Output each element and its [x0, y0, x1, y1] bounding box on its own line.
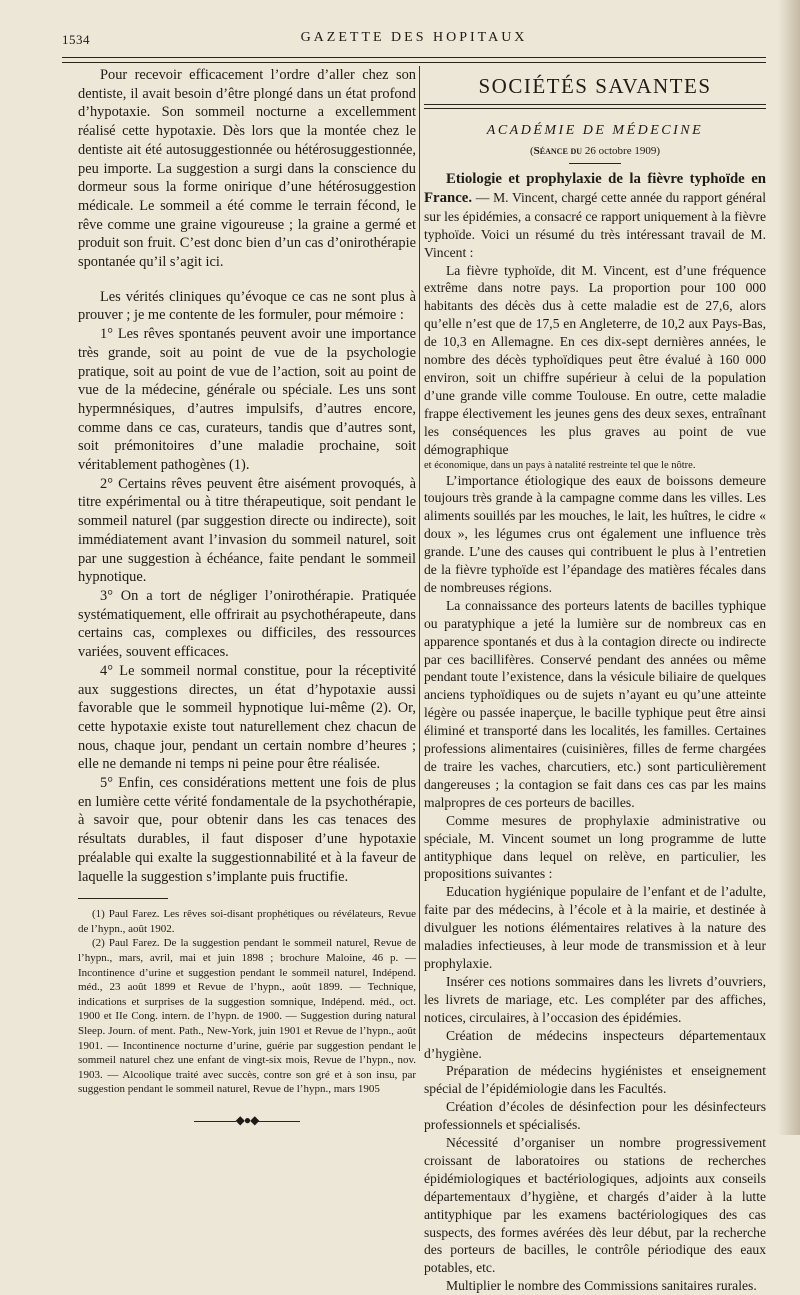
paragraph: 4° Le sommeil normal constitue, pour la réceptivité aux suggestions directes, un état d’hypotaxie aussi favorable que le sommeil hypnotique lui-même (2). Or, cette hypotaxie existe tout naturellement chez chacun de nous, chaque jour, pendant un certain nombre d’heures ; elle ne demande ni temps ni peine pour être réalisée.: [78, 662, 416, 773]
left-column: [78, 66, 416, 1128]
session-label: Séance du: [533, 145, 583, 157]
paragraph: 3° On a tort de négliger l’onirothérapie. Pratiquée systématiquement, elle offrirait au psychothérapeute, dans certains cas, complexes ou difficiles, des ressources variées, souvent efficaces.: [78, 587, 416, 661]
paragraph: — M. Vincent, chargé cette année du rapport général sur les épidémies, a consacré ce rapport uniquement à la fièvre typhoïde. Voici un résumé du très intéressant travail de M. Vincent :: [424, 189, 766, 260]
paragraph: Education hygiénique populaire de l’enfant et de l’adulte, faite par des médecins, à l’école et à la mairie, et destinée à divulguer les notions élémentaires relatives à la nature des maladies infectieuses, à leur mode de transmission et à leur prophylaxie.: [424, 884, 766, 971]
session-date: (Séance du 26 octobre 1909): [529, 145, 660, 157]
paragraph: L’importance étiologique des eaux de boissons demeure toujours très grande à la campagne comme dans les villes. Les aliments souillés par les mouches, le lait, les huîtres, le cidre « doux », les légumes crus ont également une influence très grande. L’une des causes qui contribuent le plus à l’entretien de la fièvre typhoïde est l’épandage des matières fécales dans de nombreuses régions.: [424, 472, 766, 595]
page-number: 1534: [62, 32, 90, 47]
paragraph: Les vérités cliniques qu’évoque ce cas ne sont plus à prouver ; je me contente de les formuler, pour mémoire :: [78, 288, 416, 324]
paragraph: La fièvre typhoïde, dit M. Vincent, est d’une fréquence extrême dans notre pays. La proportion pour 100 000 habitants des décès dus à cette maladie est de 27,6, alors qu’elle n’est que de 17,5 en Angleterre, de 10,2 aux Pays-Bas, de 10,3 en Allemagne. En ces dix-sept dernières années, le nombre des décès typhoïdiques peut être évalué à 160 000 environ, soit un chiffre supérieur à celui de la population d’une grande ville comme Toulouse. En outre, cette maladie frappe électivement les jeunes gens des deux sexes, entraînant les conséquences les plus graves au point de vue démographique: [424, 262, 766, 457]
end-ornament: ◆●◆: [78, 1113, 416, 1128]
header-rule: [62, 57, 766, 63]
section-rule: [424, 108, 766, 109]
paragraph: Préparation de médecins hygiénistes et enseignement spécial de l’épidémiologie dans les Facultés.: [424, 1063, 766, 1097]
paragraph: Pour recevoir efficacement l’ordre d’aller chez son dentiste, il avait besoin d’être plongé dans un état profond d’hypotaxie. Son sommeil nocturne a excellemment réalisé cette hypotaxie. Dès lors que la montée chez le dentiste ait été autosuggestionnée ou hétérosuggestionnée, peu importe. La suggestion a surgi dans la conscience du dormeur sous la forme onirique d’une hétérosuggestion médicale. Le sommeil a été comme le terrain fécond, le rêve comme une graine vigoureuse ; la graine a germé et produit son fruit. C’est donc bien d’un cas d’onirothérapie spontanée qu’il s’agit ici.: [78, 67, 416, 271]
paragraph: 1° Les rêves spontanés peuvent avoir une importance très grande, soit au point de vue de la psychologie pratique, soit au point de vue de l’action, soit au point de vue de la médecine, générale ou spéciale. Les uns sont hypermnésiques, d’autres impulsifs, d’autres encore, comme dans ce cas, curateurs, tandis que d’autres sont, soit prémonitoires d’une maladie prochaine, soit véritablement pathogènes (1).: [78, 326, 416, 474]
page-edge-shadow: [778, 0, 800, 1135]
short-rule: [569, 163, 621, 164]
paragraph-small-print: et économique, dans un pays à natalité restreinte tel que le nôtre.: [424, 459, 696, 471]
article-intro: [424, 170, 766, 262]
paragraph: Nécessité d’organiser un nombre progressivement croissant de laboratoires ou stations de recherches épidémiologiques et bactériologiques, adjoints aux conseils départementaux d’hygiène, et chargés d’aider à la lutte antityphique par les examens bactériologiques des cas suspects, des formes avérées dès leur début, par la recherche des porteurs de bacilles, le contrôle périodique des eaux potables, etc.: [424, 1135, 766, 1276]
footnote-rule: [78, 898, 168, 899]
academy-heading: ACADÉMIE DE MÉDECINE: [486, 123, 704, 138]
paragraph: Insérer ces notions sommaires dans les livrets d’ouvriers, les livrets de mariage, etc. Les compléter par des affiches, notices, circulaires, à l’occasion des épidémies.: [424, 973, 766, 1025]
footnote: (1) Paul Farez. Les rêves soi-disant prophétiques ou révélateurs, Revue de l’hypn., août 1902.: [78, 908, 416, 935]
column-separator: [419, 66, 420, 1051]
page-header: [62, 30, 766, 52]
paragraph: 5° Enfin, ces considérations mettent une fois de plus en lumière cette vérité fondamentale de la psychothérapie, à savoir que, pour obtenir dans les cas tenaces des résultats durables, il faut disposer d’une hypotaxie préalable qui exalte la suggestionnabilité et à la faveur de laquelle la suggestion s’implante puis fructifie.: [78, 775, 416, 885]
article-title: Etiologie et prophylaxie de la fièvre typhoïde en France.: [424, 171, 766, 206]
paragraph: 2° Certains rêves peuvent être aisément provoqués, à titre expérimental ou à titre thérapeutique, soit pendant le sommeil naturel (par suggestion directe ou indirecte), soit immédiatement avant l’invasion du sommeil naturel, soit par une suggestion à échéance, faite pendant le sommeil hypnotique.: [78, 475, 416, 586]
paragraph: La connaissance des porteurs latents de bacilles typhique ou paratyphique a jeté la lumière sur de nombreux cas en apparence spontanés et dus à la contagion directe ou indirecte par ces bacillifères. Conservé pendant des années ou même pendant toute l’existence, dans la vésicule biliaire de quelques anciens typhoïdiques ou de sujets n’ayant eu qu’une atteinte légère ou passée inaperçue, le bacille typhique peut être ainsi éliminé et transporté dans les localités, les familles. Certaines professions alimentaires (cuisinières, filles de ferme chargées de traire les vaches, charcutiers, etc.) sont particulièrement dangereuses ; la contagion se fait dans ces cas par les mains malpropres de ces porteurs de bacilles.: [424, 597, 766, 810]
journal-title: GAZETTE DES HOPITAUX: [300, 30, 528, 45]
paragraph: Création de médecins inspecteurs départementaux d’hygiène.: [424, 1027, 766, 1061]
session-date-value: 26 octobre 1909: [584, 145, 657, 157]
section-rule: [424, 104, 766, 105]
section-title: SOCIÉTÉS SAVANTES: [478, 74, 712, 98]
paragraph: Création d’écoles de désinfection pour les désinfecteurs professionnels et spécialisés.: [424, 1099, 766, 1133]
footnote: (2) Paul Farez. De la suggestion pendant le sommeil naturel, Revue de l’hypn., mars, avril, mai et juin 1898 ; brochure Maloine, 46 p. — Incontinence d’urine et suggestion pendant le sommeil naturel, Indépend. méd., 23 août 1899 et Revue de l’hypn., août 1899. — Technique, indications et surprises de la suggestion somnique, Indépend. méd., oct. 1900 et IIe Cong. intern. de l’hypn. de 1900. — Suggestion during natural Sleep. Journ. of ment. Path., New-York, juin 1901 et Revue de l’hypn., août 1901. — Incontinence nocturne d’urine, guérie par suggestion pendant le sommeil naturel chez une enfant de vingt-six mois, Revue de l’hypn., nov. 1903. — Alcoolique traité avec succès, contre son gré et à son insu, par suggestion pendant le sommeil naturel, Revue de l’hypn., mars 1905: [78, 937, 416, 1096]
right-column: [424, 66, 766, 1295]
paragraph: Comme mesures de prophylaxie administrative ou spéciale, M. Vincent soumet un long programme de lutte antityphique dans lequel on relève, en particulier, les propositions suivantes :: [424, 812, 766, 882]
paragraph: Multiplier le nombre des Commissions sanitaires rurales.: [446, 1278, 757, 1294]
